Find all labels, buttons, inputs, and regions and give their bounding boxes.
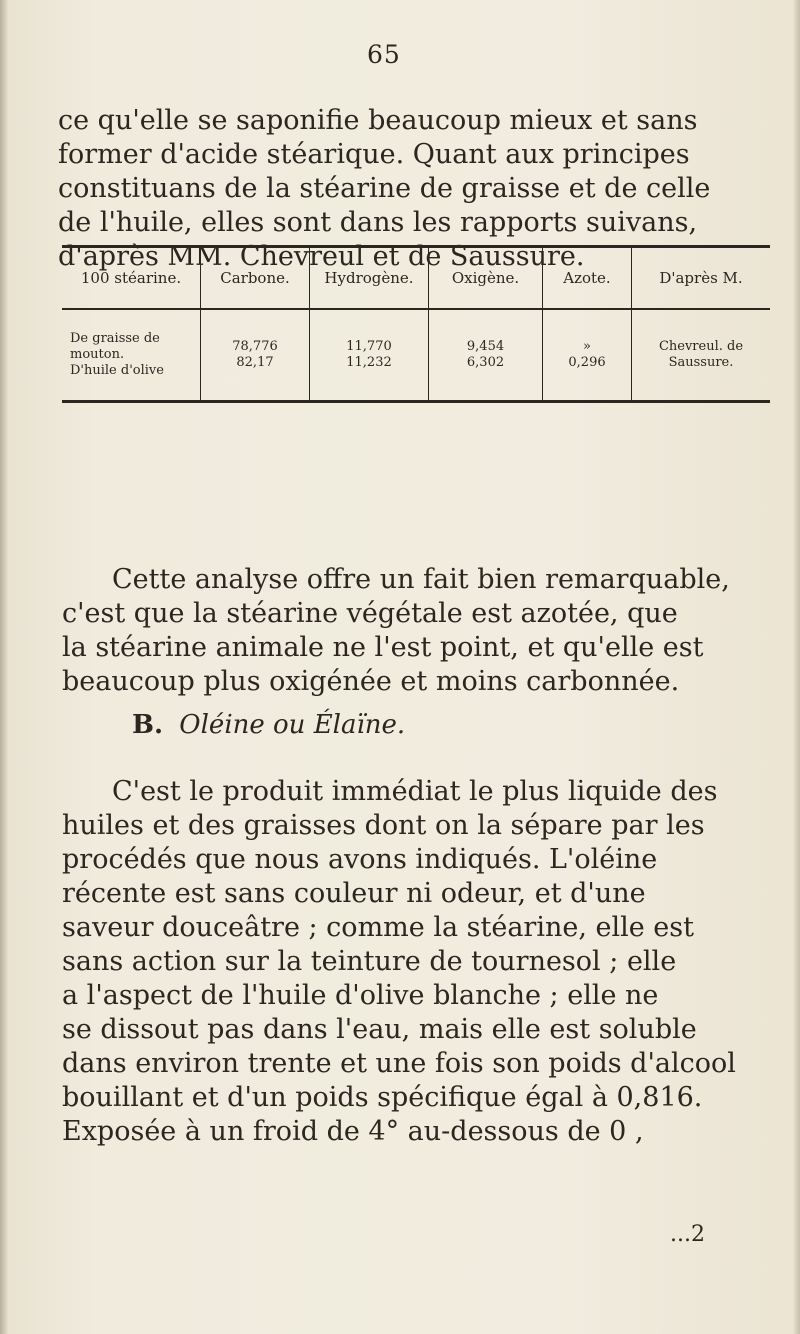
- header-carbone: Carbone.: [201, 247, 310, 310]
- composition-table: [62, 245, 770, 403]
- header-stearine: 100 stéarine.: [62, 247, 201, 310]
- paragraph-oleine: [62, 775, 762, 1149]
- text-line: sans action sur la teinture de tournesol ; elle: [62, 946, 677, 977]
- section-heading: [132, 710, 405, 740]
- text-line: d'après MM. Chevreul et de Saussure.: [58, 241, 585, 272]
- page-edge: [794, 0, 800, 1334]
- value: 78,776: [232, 339, 278, 354]
- text-line: bouillant et d'un poids spécifique égal à 0,816.: [62, 1082, 703, 1113]
- value: 82,17: [236, 355, 274, 370]
- binding-shadow: [0, 0, 8, 1334]
- value: 0,296: [568, 355, 606, 370]
- text-line: Exposée à un froid de 4° au-dessous de 0 ,: [62, 1116, 644, 1147]
- value: »: [583, 339, 591, 354]
- text-line: former d'acide stéarique. Quant aux principes: [58, 139, 690, 170]
- header-source: D'après M.: [632, 247, 771, 310]
- value: 11,770: [346, 339, 392, 354]
- header-azote: Azote.: [543, 247, 632, 310]
- value: 6,302: [466, 355, 505, 370]
- row-label: De graisse de mouton.: [70, 331, 160, 362]
- value: 11,232: [346, 355, 392, 370]
- text-line: procédés que nous avons indiqués. L'oléine: [62, 844, 658, 875]
- text-line: dans environ trente et une fois son poids d'alcool: [62, 1048, 736, 1079]
- carbone-cell: [201, 309, 310, 402]
- section-title: Oléine ou Élaïne.: [179, 710, 406, 740]
- page-number: 65: [367, 40, 401, 69]
- header-oxigene: Oxigène.: [429, 247, 543, 310]
- text-line: huiles et des graisses dont on la sépare par les: [62, 810, 705, 841]
- paragraph-analysis: [62, 563, 762, 699]
- signature-mark: ...2: [670, 1222, 705, 1247]
- text-line: constituans de la stéarine de graisse et de celle: [58, 173, 711, 204]
- section-letter: B.: [132, 710, 164, 740]
- text-line: de l'huile, elles sont dans les rapports suivans,: [58, 207, 698, 238]
- table-row: [62, 309, 770, 402]
- text-line: c'est que la stéarine végétale est azotée, que: [62, 598, 678, 629]
- azote-cell: [543, 309, 632, 402]
- text-line: C'est le produit immédiat le plus liquide des: [112, 776, 718, 807]
- text-line: ce qu'elle se saponifie beaucoup mieux et sans: [58, 105, 698, 136]
- text-line: récente est sans couleur ni odeur, et d'une: [62, 878, 646, 909]
- value: 9,454: [466, 339, 505, 354]
- text-line: a l'aspect de l'huile d'olive blanche ; elle ne: [62, 980, 659, 1011]
- hydrogene-cell: [310, 309, 429, 402]
- source-cell: Chevreul. de Saussure.: [658, 339, 744, 370]
- text-line: la stéarine animale ne l'est point, et qu'elle est: [62, 632, 704, 663]
- text-line: Cette analyse offre un fait bien remarquable,: [112, 564, 730, 595]
- oxigene-cell: [429, 309, 543, 402]
- row-labels-cell: [62, 309, 201, 402]
- row-label: D'huile d'olive: [70, 363, 164, 378]
- header-hydrogene: Hydrogène.: [310, 247, 429, 310]
- text-line: saveur douceâtre ; comme la stéarine, elle est: [62, 912, 694, 943]
- table-header-row: [62, 247, 770, 310]
- text-line: se dissout pas dans l'eau, mais elle est soluble: [62, 1014, 697, 1045]
- text-line: beaucoup plus oxigénée et moins carbonnée.: [62, 666, 680, 697]
